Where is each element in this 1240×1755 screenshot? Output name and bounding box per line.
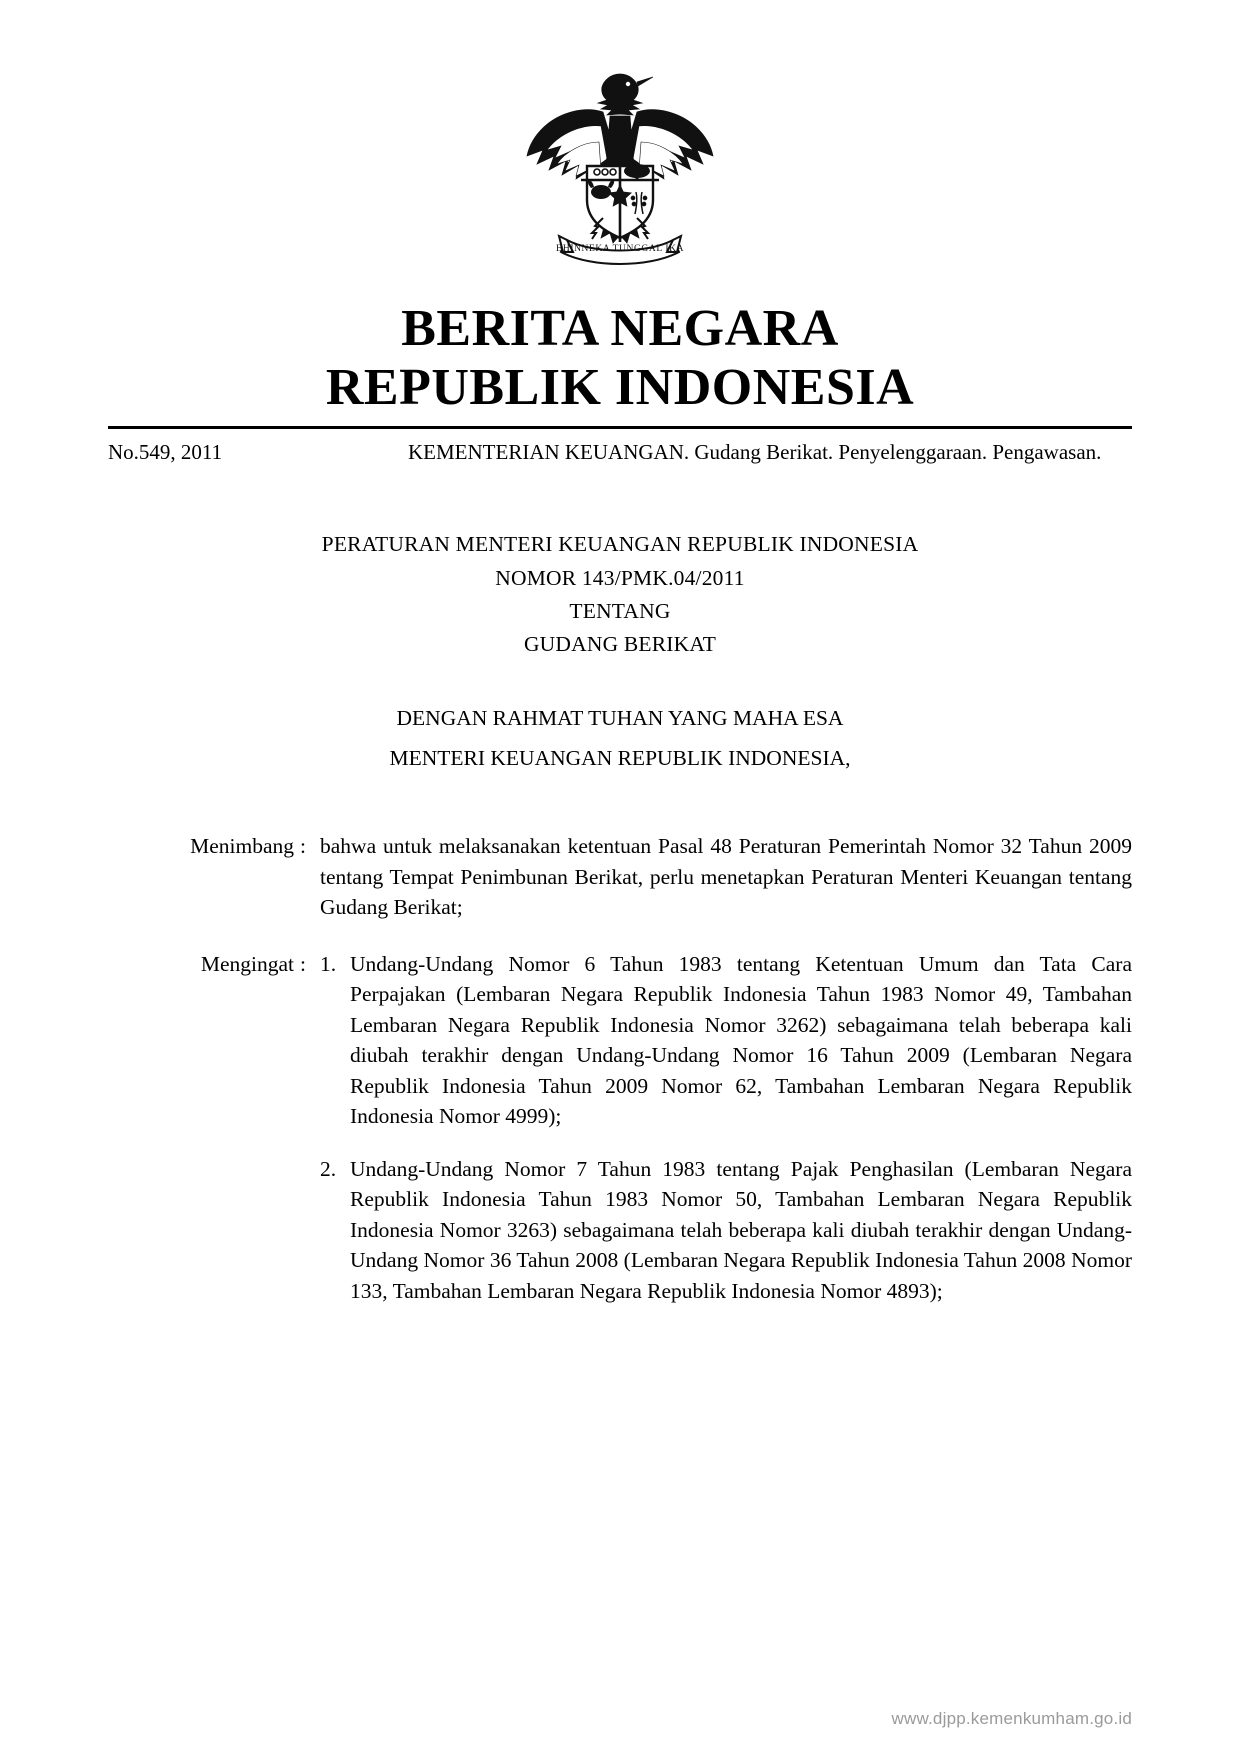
masthead-line-2: REPUBLIK INDONESIA <box>325 359 915 417</box>
garuda-pancasila-emblem <box>515 68 725 283</box>
clause-colon-mengingat: : <box>300 951 306 976</box>
preamble <box>108 698 1132 780</box>
title-line-2: NOMOR 143/PMK.04/2011 <box>495 565 745 590</box>
list-item <box>320 1154 1132 1307</box>
masthead <box>108 299 1132 418</box>
clause-menimbang <box>108 831 1132 923</box>
title-line-4: GUDANG BERIKAT <box>523 632 717 657</box>
clause-body-menimbang <box>320 831 1132 923</box>
clause-paragraph: bahwa untuk melaksanakan ketentuan Pasal 48 Peraturan Pemerintah Nomor 32 Tahun 2009 tentang Tempat Penimbunan Berikat, perlu menetapkan Peraturan Menteri Keuangan tentang Gudang Berikat; <box>320 834 1132 920</box>
footer-url: www.djpp.kemenkumham.go.id <box>891 1709 1132 1728</box>
clause-label-mengingat: Mengingat <box>200 951 294 976</box>
clause-body-mengingat <box>320 949 1132 1307</box>
clauses <box>108 831 1132 1306</box>
document-headline <box>108 439 1132 467</box>
mengingat-list <box>320 949 1132 1307</box>
list-item-text: Undang-Undang Nomor 6 Tahun 1983 tentang Ketentuan Umum dan Tata Cara Perpajakan (Lembaran Negara Republik Indonesia Tahun 1983 Nomor 49, Tambahan Lembaran Negara Republik Indonesia Nomor 3262) sebagaimana telah beberapa kali diubah terakhir dengan Undang-Undang Nomor 16 Tahun 2009 (Lembaran Negara Republik Indonesia Tahun 2009 Nomor 62, Tambahan Lembaran Negara Republik Indonesia Nomor 4999); <box>350 951 1132 1129</box>
title-line-1: PERATURAN MENTERI KEUANGAN REPUBLIK INDONESIA <box>321 532 919 557</box>
regulation-title <box>108 528 1132 661</box>
preamble-line-1: DENGAN RAHMAT TUHAN YANG MAHA ESA <box>396 705 844 730</box>
clause-mengingat <box>108 949 1132 1307</box>
masthead-line-1: BERITA NEGARA <box>401 300 839 357</box>
list-item-text: Undang-Undang Nomor 7 Tahun 1983 tentang Pajak Penghasilan (Lembaran Negara Republik Indonesia Tahun 1983 Nomor 50, Tambahan Lembaran Negara Republik Indonesia Nomor 3263) sebagaimana telah beberapa kali diubah terakhir dengan Undang-Undang Nomor 36 Tahun 2008 (Lembaran Negara Republik Indonesia Tahun 2008 Nomor 133, Tambahan Lembaran Negara Republik Indonesia Nomor 4893); <box>350 1156 1132 1303</box>
clause-colon-menimbang: : <box>300 834 306 859</box>
list-item-number: 1. <box>320 951 337 976</box>
title-line-3: TENTANG <box>569 598 671 623</box>
list-item <box>320 949 1132 1132</box>
clause-label-menimbang: Menimbang <box>190 834 294 859</box>
preamble-line-2: MENTERI KEUANGAN REPUBLIK INDONESIA, <box>389 746 851 771</box>
masthead-divider <box>108 426 1132 429</box>
emblem-container <box>108 68 1132 293</box>
gazette-subject: KEMENTERIAN KEUANGAN. Gudang Berikat. Penyelenggaraan. Pengawasan. <box>408 439 1102 464</box>
gazette-number: No.549, 2011 <box>108 439 223 464</box>
svg-text:BHINNEKA TUNGGAL IKA: BHINNEKA TUNGGAL IKA <box>555 244 685 254</box>
list-item-number: 2. <box>320 1156 337 1181</box>
